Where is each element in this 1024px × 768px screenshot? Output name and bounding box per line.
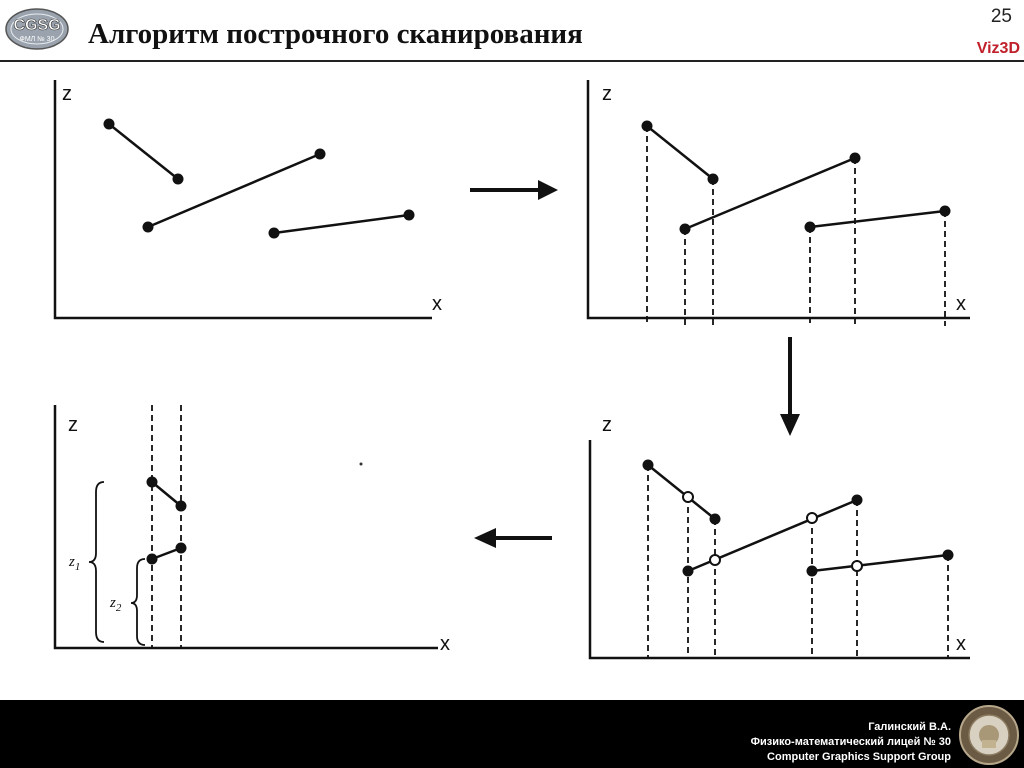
endpoint xyxy=(404,210,415,221)
segment-1 xyxy=(648,465,715,519)
x-axis-label: x xyxy=(956,633,966,655)
endpoint xyxy=(680,224,691,235)
arrow-left xyxy=(474,528,552,548)
endpoint xyxy=(173,174,184,185)
scanline-diagram xyxy=(0,60,1024,700)
segment-1 xyxy=(647,126,713,179)
svg-text:ФМЛ № 30: ФМЛ № 30 xyxy=(19,36,55,43)
endpoint xyxy=(315,149,326,160)
endpoint xyxy=(852,495,863,506)
stray-dot xyxy=(360,463,363,466)
x-axis-label: x xyxy=(956,293,966,315)
z1-label: $z_1$ xyxy=(69,554,81,573)
segment-2 xyxy=(148,154,320,227)
endpoint xyxy=(643,460,654,471)
endpoint xyxy=(807,566,818,577)
z2-label: $z_2$ xyxy=(110,595,122,614)
z2-brace xyxy=(131,559,145,645)
intersection-point xyxy=(852,561,862,571)
intersection-point xyxy=(710,555,720,565)
brand-label: Viz3D xyxy=(976,40,1020,57)
segment-2 xyxy=(685,158,855,229)
endpoint xyxy=(710,514,721,525)
cgsg-logo xyxy=(4,6,70,52)
endpoint xyxy=(176,543,187,554)
z-axis-label: z xyxy=(602,414,612,436)
panel-top-left xyxy=(55,80,442,318)
axes xyxy=(55,405,438,648)
panel-bottom-right xyxy=(590,414,970,658)
endpoint xyxy=(708,174,719,185)
svg-text:CGSG: CGSG xyxy=(13,17,61,34)
endpoint xyxy=(940,206,951,217)
slide-title: Алгоритм построчного сканирования xyxy=(88,18,583,50)
segment-1 xyxy=(109,124,178,179)
endpoint xyxy=(642,121,653,132)
school-seal-logo xyxy=(958,704,1020,766)
axes xyxy=(588,80,970,318)
endpoint xyxy=(176,501,187,512)
z-axis-label: z xyxy=(68,414,78,436)
intersection-point xyxy=(683,492,693,502)
segment-3 xyxy=(810,211,945,227)
segment-3 xyxy=(812,555,948,571)
footer-group: Computer Graphics Support Group xyxy=(767,751,951,763)
endpoint xyxy=(850,153,861,164)
segment-3 xyxy=(274,215,409,233)
endpoint xyxy=(943,550,954,561)
axes xyxy=(590,440,970,658)
endpoint xyxy=(104,119,115,130)
panel-top-right xyxy=(588,80,970,326)
footer-school: Физико-математический лицей № 30 xyxy=(750,736,951,748)
segments xyxy=(648,465,948,571)
x-axis-label: x xyxy=(440,633,450,655)
scan-window-lines xyxy=(152,405,181,648)
panel-bottom-left xyxy=(55,405,450,655)
endpoint xyxy=(269,228,280,239)
slide-footer xyxy=(0,700,1024,768)
slide-header xyxy=(0,0,1024,62)
intersection-points xyxy=(683,492,862,571)
arrow-down xyxy=(780,337,800,436)
endpoints xyxy=(642,121,951,235)
x-axis-label: x xyxy=(432,293,442,315)
footer-author: Галинский В.А. xyxy=(868,721,951,733)
segments xyxy=(647,126,945,229)
endpoint xyxy=(147,554,158,565)
endpoint xyxy=(805,222,816,233)
segment-upper xyxy=(152,482,181,506)
z1-brace xyxy=(89,482,104,642)
axes xyxy=(55,80,432,318)
endpoint xyxy=(147,477,158,488)
endpoint xyxy=(143,222,154,233)
segments xyxy=(109,124,409,233)
z-axis-label: z xyxy=(602,83,612,105)
arrow-right xyxy=(470,180,558,200)
endpoint xyxy=(683,566,694,577)
intersection-point xyxy=(807,513,817,523)
page-number: 25 xyxy=(990,6,1012,27)
z-axis-label: z xyxy=(62,83,72,105)
